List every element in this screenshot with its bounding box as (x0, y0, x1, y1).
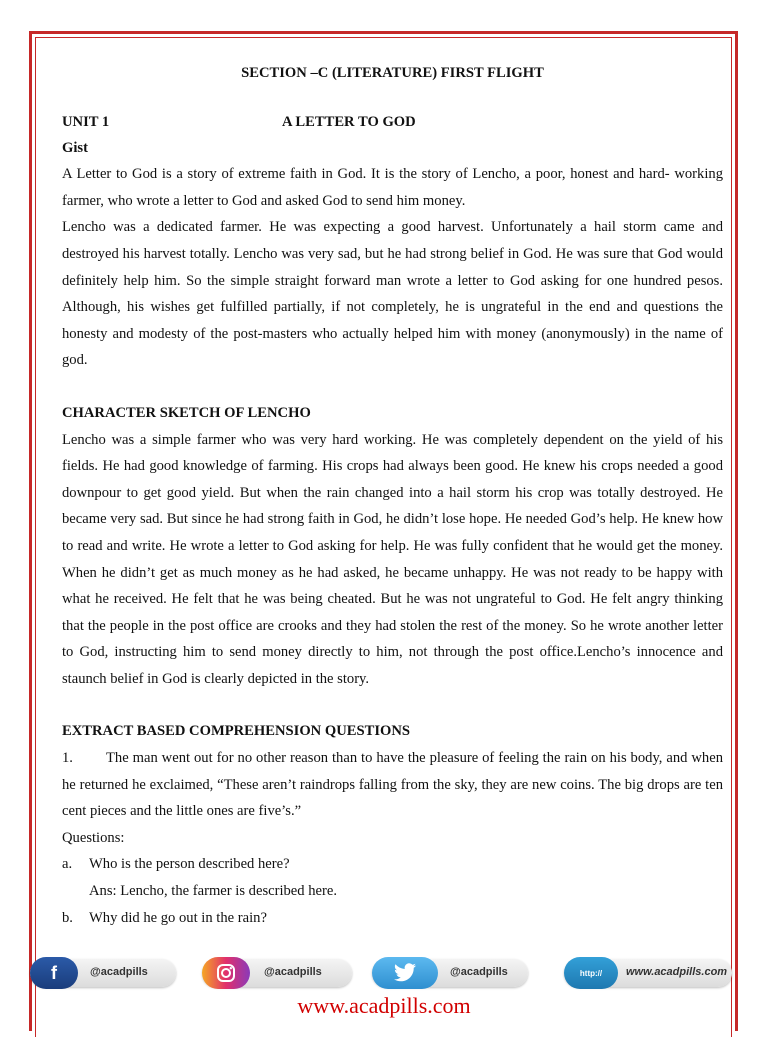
question-number: 1. (62, 750, 73, 767)
sub-question-b-label: b. (62, 909, 73, 926)
unit-heading (62, 109, 723, 135)
unit-name: A LETTER TO GOD (282, 113, 416, 130)
sub-question-a (62, 851, 723, 878)
facebook-handle: @acadpills (90, 966, 148, 978)
facebook-icon: f (30, 957, 78, 989)
character-heading: CHARACTER SKETCH OF LENCHO (62, 404, 311, 421)
question-passage: The man went out for no other reason than to have the pleasure of feeling the rain on his body, and when he returned he exclaimed, “These aren’t raindrops falling from the sky, they are new coins. The big drops are ten cent pieces and the little ones are five’s.” (62, 750, 723, 820)
social-links-bar (30, 955, 738, 991)
site-url[interactable]: www.acadpills.com (297, 993, 471, 1018)
gist-paragraph-1: A Letter to God is a story of extreme faith in God. It is the story of Lencho, a poor, honest and hard- working farmer, who wrote a letter to God and asked God to send him money. (62, 166, 723, 209)
section-title: SECTION –C (LITERATURE) FIRST FLIGHT (241, 65, 544, 81)
questions-label: Questions: (62, 829, 125, 846)
website-link[interactable] (564, 959, 732, 987)
sub-question-b (62, 905, 723, 932)
sub-question-a-answer: Ans: Lencho, the farmer is described here. (89, 883, 337, 900)
instagram-handle: @acadpills (264, 966, 322, 978)
twitter-link[interactable] (372, 959, 528, 987)
twitter-handle: @acadpills (450, 966, 508, 978)
spacer (62, 374, 723, 400)
spacer (62, 692, 723, 718)
sub-question-b-text: Why did he go out in the rain? (89, 909, 267, 926)
website-handle: www.acadpills.com (626, 966, 728, 978)
gist-heading: Gist (62, 139, 88, 156)
sub-question-a-text: Who is the person described here? (89, 856, 290, 873)
gist-paragraph-2: Lencho was a dedicated farmer. He was expecting a good harvest. Unfortunately a hail storm came and destroyed his harvest totally. Lencho was very sad, but he had strong belief in God. He was sure that God would definitely help him. So the simple straight forward man wrote a letter to God asking for one hundred pesos. Although, his wishes get fulfilled partially, if not completely, he is ungrateful in the end and questions the honesty and modesty of the post-masters who actually helped him with money (anonymously) in the name of god. (62, 219, 723, 369)
twitter-icon (372, 957, 438, 989)
document-body (62, 58, 723, 931)
web-link-icon: http:// (564, 957, 618, 989)
facebook-link[interactable] (30, 959, 176, 987)
character-paragraph: Lencho was a simple farmer who was very hard working. He was completely dependent on the yield of his fields. He had good knowledge of farming. His crops had always been good. He knew his crops needed a good downpour to get good yield. But when the rain changed into a hail storm his crop was totally destroyed. He became very sad. But since he had strong faith in God, he didn’t lose hope. He needed God’s help. He knew how to read and write. He wrote a letter to God asking for help. He was fully confident that he would get the money. When he didn’t get as much money as he had asked, he became unhappy. He was not ready to be happy with what he received. He felt that he was being cheated. But he was not ungrateful to God. He felt angry thinking that the people in the post office are crooks and they had stolen the rest of the money. So he wrote another letter to God, instructing him to send money directly to him, not through the post office.Lencho’s innocence and staunch belief in God is clearly depicted in the story. (62, 431, 723, 687)
unit-label: UNIT 1 (62, 113, 110, 130)
sub-question-a-label: a. (62, 856, 73, 873)
instagram-link[interactable] (202, 959, 352, 987)
extract-heading: EXTRACT BASED COMPREHENSION QUESTIONS (62, 723, 411, 740)
question-1 (62, 745, 723, 825)
instagram-icon (202, 957, 250, 989)
